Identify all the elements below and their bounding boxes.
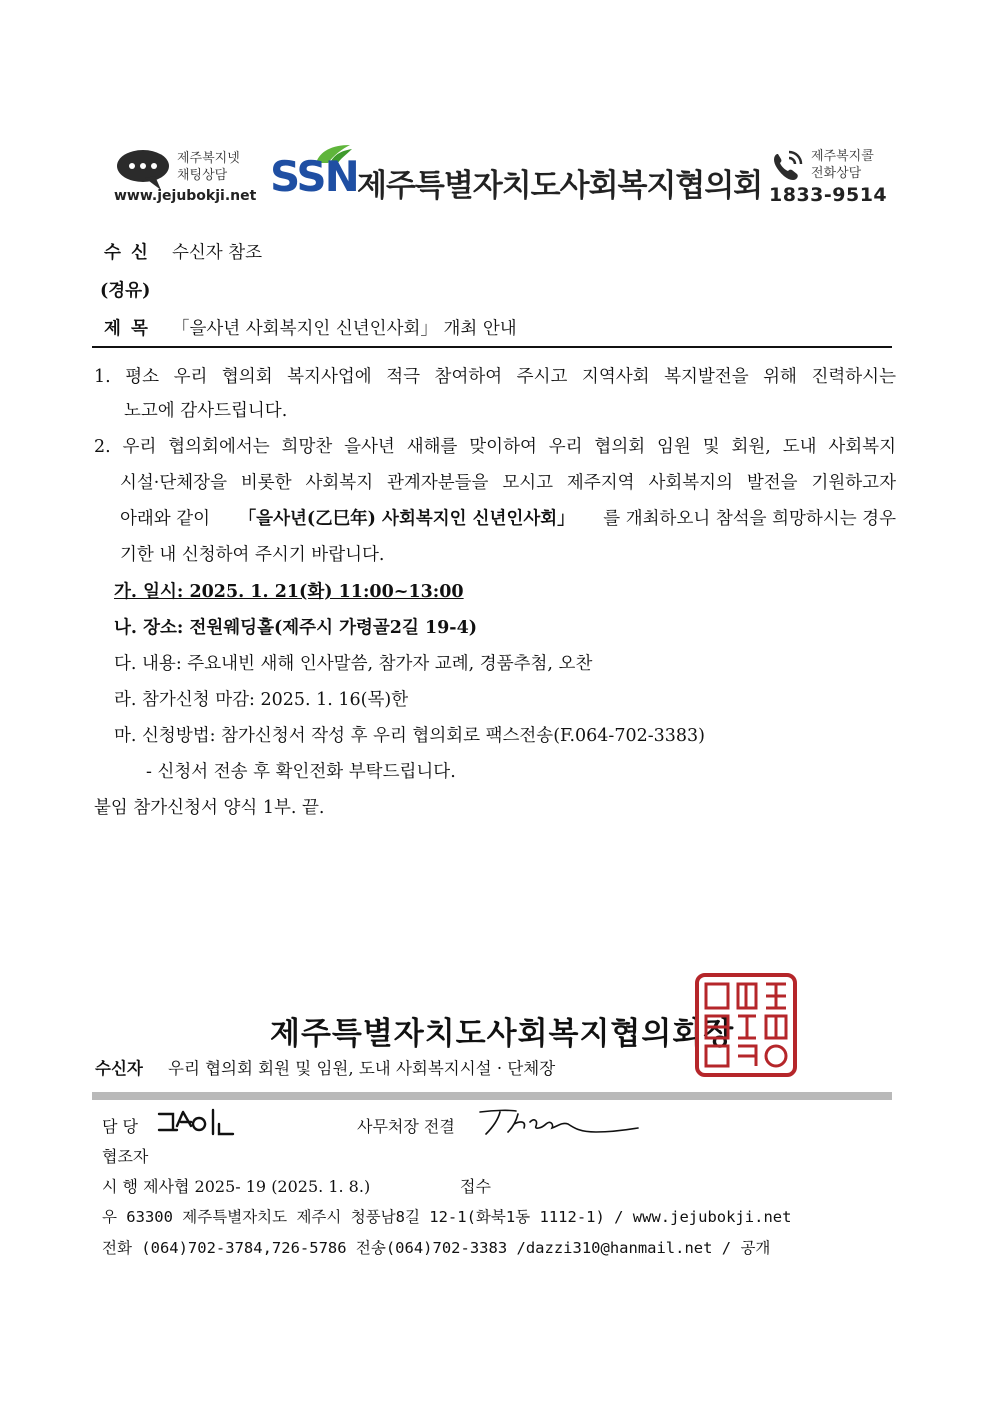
contact-line: 전화 (064)702-3784,726-5786 전송(064)702-3383 /dazzi310@hanmail.net / 공개 [102, 1239, 771, 1257]
paragraph-2-line-3-pre: 아래와 같이 [120, 509, 211, 529]
item-deadline: 라. 참가신청 마감: 2025. 1. 16(목)한 [114, 690, 409, 710]
via-label: (경유) [100, 281, 151, 301]
staff-label: 담 당 [102, 1117, 138, 1136]
recipients-value: 우리 협의회 회원 및 임원, 도내 사회복지시설 · 단체장 [168, 1059, 556, 1078]
phone-icon [767, 146, 807, 186]
paragraph-2-line-2: 시설·단체장을 비롯한 사회복지 관계자분들을 모시고 제주지역 사회복지의 발전을 기원하고자 [120, 473, 896, 493]
recipient-label: 수 신 [104, 243, 150, 263]
call-label-1: 제주복지콜 [811, 149, 874, 164]
subject-divider [92, 346, 892, 348]
chat-bubble-icon [115, 148, 173, 192]
brand-logo: SSN [270, 152, 358, 201]
item-venue: 나. 장소: 전원웨딩홀(제주시 가령골2길 19-4) [114, 618, 478, 638]
item-date: 가. 일시: 2025. 1. 21(화) 11:00~13:00 [114, 582, 464, 602]
paragraph-2-line-1: 2. 우리 협의회에서는 희망찬 을사년 새해를 맞이하여 우리 협의회 임원 및 회원, 도내 사회복지 [94, 437, 896, 457]
address-line: 우 63300 제주특별자치도 제주시 청풍남8길 12-1(화북1동 1112-1) / www.jejubokji.net [102, 1208, 792, 1226]
item-method: 마. 신청방법: 참가신청서 작성 후 우리 협의회로 팩스전송(F.064-702-3383) [114, 726, 706, 746]
event-title-bold: 「을사년(乙巳年) 사회복지인 신년인사회」 [238, 509, 575, 529]
recipients-label: 수신자 [95, 1059, 143, 1078]
chat-label-1: 제주복지넷 [177, 151, 240, 166]
item-method-note: - 신청서 전송 후 확인전화 부탁드립니다. [146, 762, 456, 782]
paragraph-2-line-3-post: 를 개최하오니 참석을 희망하시는 경우 [603, 509, 896, 529]
chat-label-2: 채팅상담 [177, 168, 228, 183]
recipient-value: 수신자 참조 [172, 243, 263, 263]
staff-signature-icon [155, 1106, 241, 1138]
paragraph-1-line-1: 1. 평소 우리 협의회 복지사업에 적극 참여하여 주시고 지역사회 복지발전을 위해 진력하시는 [94, 367, 896, 387]
signatory-name: 제주특별자치도사회복지협의회장 [270, 1016, 735, 1052]
paragraph-2-line-4: 기한 내 신청하여 주시기 바랍니다. [120, 545, 385, 565]
attachment-line: 붙임 참가신청서 양식 1부. 끝. [94, 798, 325, 818]
call-label-2: 전화상담 [811, 166, 862, 181]
receipt-label: 접수 [460, 1177, 491, 1196]
paragraph-1-line-2: 노고에 감사드립니다. [124, 401, 288, 421]
chat-url: www.jejubokji.net [114, 188, 257, 204]
official-seal-icon [694, 972, 798, 1078]
item-content: 다. 내용: 주요내빈 새해 인사말씀, 참가자 교례, 경품추첨, 오찬 [114, 654, 593, 674]
call-number: 1833-9514 [769, 184, 888, 206]
paragraph-2-line-3 [120, 508, 896, 530]
footer-divider [92, 1092, 892, 1100]
org-name-header: 제주특별자치도사회복지협의회 [357, 168, 763, 204]
cooperator-label: 협조자 [102, 1147, 149, 1166]
subject-value: 「을사년 사회복지인 신년인사회」 개최 안내 [172, 319, 517, 339]
enforcement-line: 시 행 제사협 2025- 19 (2025. 1. 8.) [102, 1177, 371, 1196]
manager-signature-icon [476, 1104, 640, 1138]
subject-label: 제 목 [104, 319, 150, 339]
manager-label: 사무처장 전결 [357, 1117, 455, 1136]
